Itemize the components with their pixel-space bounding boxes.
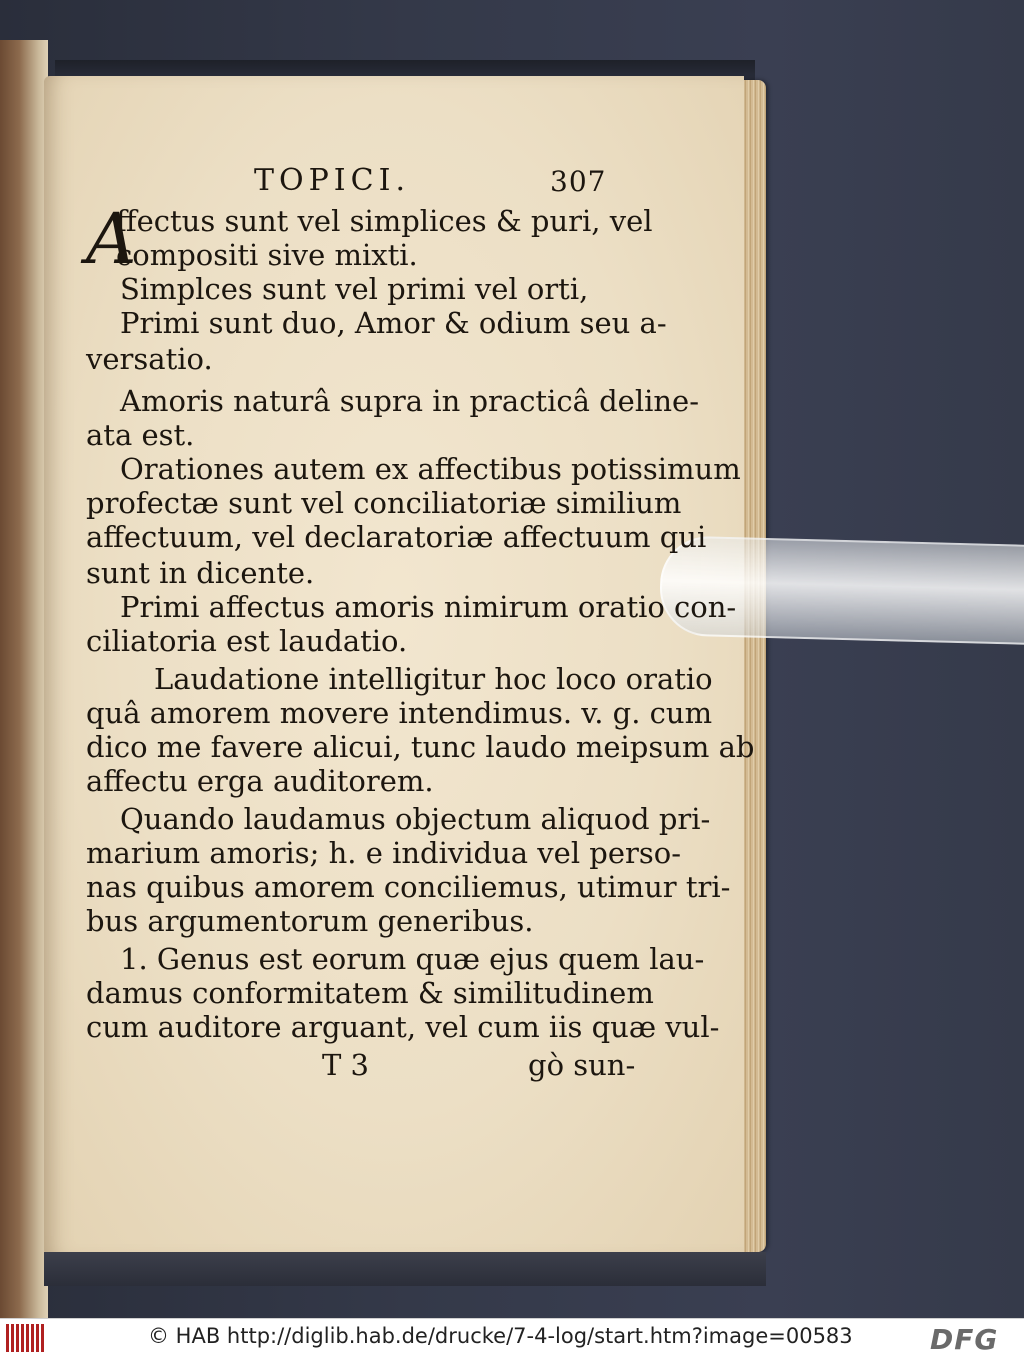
text-line: affectuum, vel declaratoriæ affectuum qui [86,520,707,554]
text-line: Simplces sunt vel primi vel orti, [120,272,589,306]
text-line: nas quibus amorem conciliemus, utimur tri- [86,870,731,904]
text-line: Orationes autem ex affectibus potissimum [120,452,741,486]
text-line: Primi affectus amoris nimirum oratio con- [120,590,737,624]
text-line: quâ amorem movere intendimus. v. g. cum [86,696,713,730]
text-line: ciliatoria est laudatio. [86,624,408,658]
text-line: affectu erga auditorem. [86,764,434,798]
text-line: Amoris naturâ supra in practicâ deline- [120,384,700,418]
book-cover-edge [0,40,48,1318]
text-line: 1. Genus est eorum quæ ejus quem lau- [120,942,705,976]
hab-logo-icon [6,1324,46,1352]
dfg-logo: DFG [930,1323,999,1356]
running-head [254,163,614,198]
text-line: marium amoris; h. e individua vel perso- [86,836,682,870]
book-bottom-edge [44,1252,766,1286]
running-head-title: TOPICI. [254,163,410,198]
text-line: dico me favere alicui, tunc laudo meipsum ab [86,730,755,764]
catchword: gò sun- [528,1048,636,1082]
text-line: Quando laudamus objectum aliquod pri- [120,802,711,836]
text-line: sunt in dicente. [86,556,315,590]
text-line: damus conformitatem & similitudinem [86,976,654,1010]
text-line: bus argumentorum generibus. [86,904,534,938]
page-number: 307 [550,165,607,198]
text-line: ata est. [86,418,195,452]
footer-bar [0,1318,1024,1357]
text-line: ffectus sunt vel simplices & puri, vel [116,204,653,238]
text-line: compositi sive mixti. [116,238,418,272]
copyright-link[interactable]: © HAB http://diglib.hab.de/drucke/7-4-log/start.htm?image=00583 [148,1324,853,1348]
drop-cap: A [86,198,137,280]
text-line: profectæ sunt vel conciliatoriæ similium [86,486,682,520]
text-line: versatio. [86,342,213,376]
text-line: Primi sunt duo, Amor & odium seu a- [120,306,667,340]
text-line: cum auditore arguant, vel cum iis quæ vul- [86,1010,720,1044]
signature-mark: T 3 [322,1048,370,1082]
text-line: Laudatione intelligitur hoc loco oratio [154,662,713,696]
